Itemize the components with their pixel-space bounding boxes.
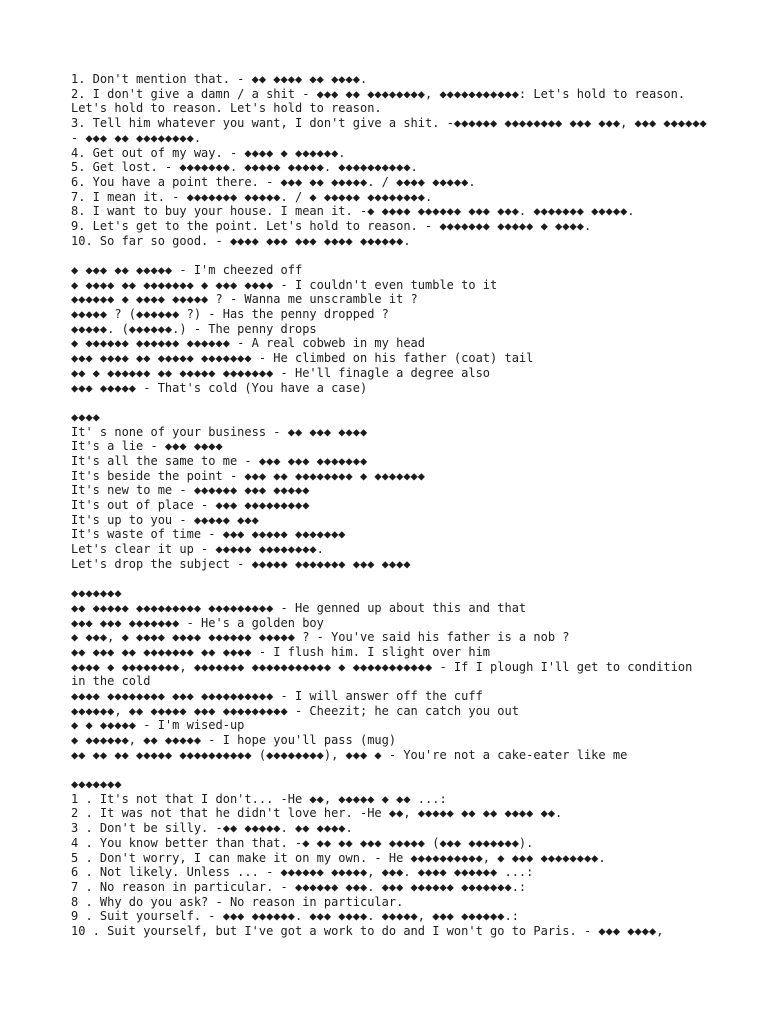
text-line: 3 . Don't be silly. -◆◆ ◆◆◆◆◆. ◆◆ ◆◆◆◆.	[71, 821, 353, 836]
text-line: 1 . It's not that I don't... -He ◆◆, ◆◆◆◆◆ ◆ ◆◆ ...:	[71, 791, 447, 806]
text-line: 1. Don't mention that. - ◆◆ ◆◆◆◆ ◆◆ ◆◆◆◆.	[71, 72, 368, 86]
text-line: Let's clear it up - ◆◆◆◆◆ ◆◆◆◆◆◆◆◆.	[71, 542, 324, 557]
text-line: 8. I want to buy your house. I mean it. -◆ ◆◆◆◆ ◆◆◆◆◆◆ ◆◆◆ ◆◆◆. ◆◆◆◆◆◆◆ ◆◆◆◆◆.	[71, 204, 635, 219]
text-line: It's up to you - ◆◆◆◆◆ ◆◆◆	[71, 512, 259, 527]
text-line: It's all the same to me - ◆◆◆ ◆◆◆ ◆◆◆◆◆◆◆	[71, 453, 368, 468]
section-gap	[71, 248, 711, 263]
text-line: ◆◆◆◆ ◆◆◆◆◆◆◆◆ ◆◆◆ ◆◆◆◆◆◆◆◆◆◆ - I will answer off the cuff	[71, 688, 483, 703]
text-line: ◆◆ ◆ ◆◆◆◆◆◆ ◆◆ ◆◆◆◆◆ ◆◆◆◆◆◆◆ - He'll finagle a degree also	[71, 365, 491, 380]
text-line: It's beside the point - ◆◆◆ ◆◆ ◆◆◆◆◆◆◆◆ ◆ ◆◆◆◆◆◆◆	[71, 468, 426, 483]
text-line: 7 . No reason in particular. - ◆◆◆◆◆◆ ◆◆◆. ◆◆◆ ◆◆◆◆◆◆ ◆◆◆◆◆◆◆.:	[71, 879, 527, 894]
text-line: ◆ ◆◆◆, ◆ ◆◆◆◆ ◆◆◆◆ ◆◆◆◆◆◆ ◆◆◆◆◆ ? - You've said his father is a nob ?	[71, 630, 570, 645]
text-line: 9. Let's get to the point. Let's hold to reason. - ◆◆◆◆◆◆◆ ◆◆◆◆◆ ◆ ◆◆◆◆.	[71, 218, 592, 233]
text-line: ◆◆◆◆◆◆, ◆◆ ◆◆◆◆◆ ◆◆◆ ◆◆◆◆◆◆◆◆◆ - Cheezit; he can catch you out	[71, 703, 519, 718]
text-line: 2. I don't give a damn / a shit - ◆◆◆ ◆◆ ◆◆◆◆◆◆◆◆, ◆◆◆◆◆◆◆◆◆◆◆: Let's hold to reason. Let's hold to reason. Let's hold to reason.	[71, 86, 693, 116]
text-line: 5. Get lost. - ◆◆◆◆◆◆◆. ◆◆◆◆◆ ◆◆◆◆◆. ◆◆◆◆◆◆◆◆◆◆.	[71, 160, 418, 175]
text-line: It' s none of your business - ◆◆ ◆◆◆ ◆◆◆◆	[71, 424, 368, 439]
text-line: ◆◆◆◆◆ ? (◆◆◆◆◆◆ ?) - Has the penny dropped ?	[71, 307, 389, 322]
text-line: 6. You have a point there. - ◆◆◆ ◆◆ ◆◆◆◆◆. / ◆◆◆◆ ◆◆◆◆◆.	[71, 174, 476, 189]
text-line: 4 . You know better than that. -◆ ◆◆ ◆◆ ◆◆◆ ◆◆◆◆◆ (◆◆◆ ◆◆◆◆◆◆◆).	[71, 835, 534, 850]
section-heading: ◆◆◆◆◆◆◆	[71, 586, 122, 601]
text-line: 10. So far so good. - ◆◆◆◆ ◆◆◆ ◆◆◆ ◆◆◆◆ ◆◆◆◆◆◆.	[71, 233, 411, 248]
section-phrases-numbered	[71, 72, 714, 248]
text-line: ◆◆ ◆◆◆◆◆ ◆◆◆◆◆◆◆◆◆ ◆◆◆◆◆◆◆◆◆ - He genned up about this and that	[71, 600, 527, 615]
section-gap	[71, 571, 711, 586]
text-line: 8 . Why do you ask? - No reason in particular.	[71, 894, 404, 909]
text-line: ◆◆◆◆ ◆ ◆◆◆◆◆◆◆◆, ◆◆◆◆◆◆◆ ◆◆◆◆◆◆◆◆◆◆◆ ◆ ◆◆◆◆◆◆◆◆◆◆◆ - If I plough I'll get to condition in the cold	[71, 659, 700, 689]
text-line: It's out of place - ◆◆◆ ◆◆◆◆◆◆◆◆◆	[71, 498, 310, 512]
section-gap	[71, 762, 711, 777]
text-line: ◆◆ ◆◆ ◆◆ ◆◆◆◆◆ ◆◆◆◆◆◆◆◆◆◆ (◆◆◆◆◆◆◆◆), ◆◆◆ ◆ - You're not a cake-eater like me	[71, 747, 628, 762]
section-heading: ◆◆◆◆◆◆◆	[71, 777, 122, 792]
text-line: It's a lie - ◆◆◆ ◆◆◆◆	[71, 439, 223, 454]
text-line: 3. Tell him whatever you want, I don't give a shit. -◆◆◆◆◆◆ ◆◆◆◆◆◆◆◆ ◆◆◆ ◆◆◆, ◆◆◆ ◆◆◆◆◆◆ - ◆◆◆ ◆◆ ◆◆◆◆◆◆◆◆.	[71, 116, 714, 145]
text-line: ◆ ◆ ◆◆◆◆◆ - I'm wised-up	[71, 718, 245, 733]
text-line: 9 . Suit yourself. - ◆◆◆ ◆◆◆◆◆◆. ◆◆◆ ◆◆◆◆. ◆◆◆◆◆, ◆◆◆ ◆◆◆◆◆◆.:	[71, 909, 519, 924]
text-line: ◆◆◆ ◆◆◆ ◆◆◆◆◆◆◆ - He's a golden boy	[71, 615, 324, 630]
text-line: It's waste of time - ◆◆◆ ◆◆◆◆◆ ◆◆◆◆◆◆◆	[71, 527, 346, 542]
text-line: ◆ ◆◆◆ ◆◆ ◆◆◆◆◆ - I'm cheezed off	[71, 263, 303, 277]
section-heading: ◆◆◆◆	[71, 409, 100, 424]
section-slang	[71, 263, 711, 395]
text-line: 4. Get out of my way. - ◆◆◆◆ ◆ ◆◆◆◆◆◆.	[71, 145, 346, 160]
document-page	[71, 72, 714, 939]
text-line: 10 . Suit yourself, but I've got a work to do and I won't go to Paris. - ◆◆◆ ◆◆◆◆,	[71, 923, 664, 938]
text-line: ◆◆ ◆◆◆ ◆◆ ◆◆◆◆◆◆◆ ◆◆ ◆◆◆◆ - I flush him. I slight over him	[71, 644, 491, 659]
text-line: ◆◆◆ ◆◆◆◆◆ - That's cold (You have a case)	[71, 380, 368, 395]
section-he-phrases	[71, 586, 711, 762]
text-line: ◆ ◆◆◆◆ ◆◆ ◆◆◆◆◆◆◆ ◆ ◆◆◆ ◆◆◆◆ - I couldn't even tumble to it	[71, 277, 498, 292]
section-its-phrases	[71, 410, 711, 572]
section-gap	[71, 395, 711, 410]
text-line: 6 . Not likely. Unless ... - ◆◆◆◆◆◆ ◆◆◆◆◆, ◆◆◆. ◆◆◆◆ ◆◆◆◆◆◆ ...:	[71, 865, 534, 880]
text-line: 5 . Don't worry, I can make it on my own. - He ◆◆◆◆◆◆◆◆◆◆, ◆ ◆◆◆ ◆◆◆◆◆◆◆◆.	[71, 850, 606, 865]
text-line: ◆ ◆◆◆◆◆◆ ◆◆◆◆◆◆ ◆◆◆◆◆◆ - A real cobweb in my head	[71, 336, 426, 351]
text-line: 7. I mean it. - ◆◆◆◆◆◆◆ ◆◆◆◆◆. / ◆ ◆◆◆◆◆ ◆◆◆◆◆◆◆◆.	[71, 189, 433, 204]
text-line: ◆◆◆ ◆◆◆◆ ◆◆ ◆◆◆◆◆ ◆◆◆◆◆◆◆ - He climbed on his father (coat) tail	[71, 351, 534, 366]
text-line: ◆◆◆◆◆. (◆◆◆◆◆◆.) - The penny drops	[71, 321, 317, 336]
text-line: Let's drop the subject - ◆◆◆◆◆ ◆◆◆◆◆◆◆ ◆◆◆ ◆◆◆◆	[71, 556, 411, 571]
text-line: 2 . It was not that he didn't love her. -He ◆◆, ◆◆◆◆◆ ◆◆ ◆◆ ◆◆◆◆ ◆◆.	[71, 806, 563, 821]
text-line: It's new to me - ◆◆◆◆◆◆ ◆◆◆ ◆◆◆◆◆	[71, 483, 310, 498]
section-dialogue-numbered	[71, 777, 711, 939]
text-line: ◆◆◆◆◆◆ ◆ ◆◆◆◆ ◆◆◆◆◆ ? - Wanna me unscramble it ?	[71, 292, 418, 307]
text-line: ◆ ◆◆◆◆◆◆, ◆◆ ◆◆◆◆◆ - I hope you'll pass (mug)	[71, 733, 397, 748]
